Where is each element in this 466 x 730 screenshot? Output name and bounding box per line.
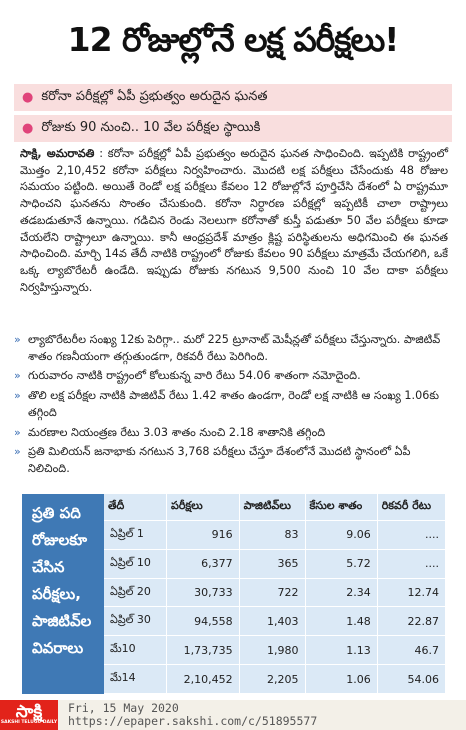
logo-text: సాక్షి [15, 702, 43, 722]
bullet-dot-icon: ● [22, 121, 34, 136]
list-item [14, 444, 450, 477]
cell-positives: 1,403 [239, 607, 305, 636]
double-chevron-icon: » [14, 425, 21, 439]
cell-recovery-rate: .... [377, 521, 445, 550]
cell-date: ఏప్రిల్ 20 [104, 578, 167, 607]
double-chevron-icon: » [14, 333, 21, 346]
table-side-label: ప్రతి పది రోజులకూ చేసిన పరీక్షలు, పాజిటివ్‌ల వివరాలు [22, 494, 104, 694]
cell-recovery-rate: 54.06 [377, 665, 445, 694]
col-header-recovery-rate: రికవరీ రేటు [377, 494, 445, 521]
cell-date: ఏప్రిల్ 30 [104, 607, 167, 636]
bullet-dot-icon: ● [22, 90, 34, 105]
double-chevron-icon: » [14, 389, 21, 403]
stats-table-box [22, 494, 446, 694]
cell-case-percent: 1.13 [305, 636, 377, 665]
cell-date: ఏప్రిల్ 1 [104, 521, 167, 550]
cell-case-percent: 1.48 [305, 607, 377, 636]
dateline: సాక్షి, అమరావతి [20, 147, 95, 160]
list-item [14, 388, 450, 421]
cell-tests: 916 [167, 521, 240, 550]
double-chevron-icon: » [14, 445, 21, 459]
cell-positives: 83 [239, 521, 305, 550]
cell-positives: 1,980 [239, 636, 305, 665]
cell-tests: 1,73,735 [167, 636, 240, 665]
table-row [104, 521, 446, 550]
cell-tests: 2,10,452 [167, 665, 240, 694]
list-item [14, 425, 450, 442]
highlight-1 [14, 84, 452, 111]
list-item-text: ల్యాబొరేటరీల సంఖ్య 12కు పెరిగ్గా.. మరో 225 ట్రూనాట్ మెషీన్లతో పరీక్షలు చేస్తున్నారు. పాజిటివ్ శాతం గణనీయంగా తగ్గుతుండగా, రికవరీ రేటు పెరిగింది. [28, 333, 441, 363]
table-row [104, 607, 446, 636]
highlight-2-text: రోజుకు 90 నుంచి.. 10 వేల పరీక్షల స్థాయికి [41, 119, 261, 135]
highlight-1-text: కరోనా పరీక్షల్లో ఏపీ ప్రభుత్వం అరుదైన ఘనత [41, 88, 268, 104]
cell-case-percent: 2.34 [305, 578, 377, 607]
highlight-2 [14, 115, 452, 142]
table-row [104, 665, 446, 694]
list-item [14, 332, 450, 365]
cell-date: ఏప్రిల్ 10 [104, 549, 167, 578]
article-paragraph: : కరోనా పరీక్షల్లో ఏపీ ప్రభుత్వం అరుదైన ఘనత సాధించింది. ఇప్పటికి రాష్ట్రంలో మొత్తం 2,10,452 కరోనా పరీక్షలు నిర్వహించారు. మొదటి లక్ష పరీక్షలు చేసేందుకు 48 రోజుల సమయం పట్టింది. అయితే రెండో లక్ష పరీక్షలు కేవలం 12 రోజుల్లోనే పూర్తిచేసి దేశంలో ఏ రాష్ట్రమూ సాధించని ఘనతను సొంతం చేసుకుంది. కరోనా నిర్ధారణ పరీక్షల్లో ఇప్పటికీ చాలా రాష్ట్రాలు తడబడుతూనే ఉన్నాయి. గడిచిన రెండు నెలలుగా కరోనాతో కుస్తీ పడుతూ 50 వేల పరీక్షలు కూడా చేయలేని రాష్ట్రాలూ ఉన్నాయి. కానీ ఆంధ్రప్రదేశ్ మాత్రం క్లిష్ట పరిస్థితులను అధిగమించి ఈ ఘనత సాధించింది. మార్చి 14వ తేదీ నాటికి రాష్ట్రంలో రోజుకు కేవలం 90 పరీక్షలు మాత్రమే చేయగలిగి, ఒకే ఒక్క ల్యాబొరేటరీ ఉండేది. ఇప్పుడు రోజుకు నగటున 9,500 నుంచి 10 వేల దాకా పరీక్షలు నిర్వహిస్తున్నారు. [20, 147, 448, 294]
footer-bar [0, 700, 466, 730]
table-row [104, 578, 446, 607]
table-row [104, 549, 446, 578]
col-header-positives: పాజిటివ్‌లు [239, 494, 305, 521]
cell-recovery-rate: .... [377, 549, 445, 578]
stats-table [104, 494, 446, 694]
double-chevron-icon: » [14, 369, 21, 383]
cell-tests: 94,558 [167, 607, 240, 636]
cell-case-percent: 9.06 [305, 521, 377, 550]
headline: 12 రోజుల్లోనే లక్ష పరీక్షలు! [67, 20, 399, 59]
publish-date: Fri, 15 May 2020 [68, 701, 179, 715]
footer-meta [68, 702, 317, 728]
article-body [20, 146, 448, 296]
cell-tests: 30,733 [167, 578, 240, 607]
list-item-text: తొలి లక్ష పరీక్షల నాటికి పాజిటివ్ రేటు 1.42 శాతం ఉండగా, రెండో లక్ష నాటికి ఆ సంఖ్య 1.06కు తగ్గింది [28, 389, 440, 419]
list-item-text: గురువారం నాటికి రాష్ట్రంలో కోలుకున్న వారి రేటు 54.06 శాతంగా నమోదైంది. [28, 369, 361, 383]
col-header-tests: పరీక్షలు [167, 494, 240, 521]
list-item-text: మరణాల నియంత్రణ రేటు 3.03 శాతం నుంచి 2.18 శాతానికి తగ్గింది [28, 425, 326, 439]
cell-positives: 365 [239, 549, 305, 578]
cell-recovery-rate: 22.87 [377, 607, 445, 636]
cell-case-percent: 1.06 [305, 665, 377, 694]
cell-date: మే10 [104, 636, 167, 665]
col-header-date: తేదీ [104, 494, 167, 521]
cell-recovery-rate: 12.74 [377, 578, 445, 607]
sakshi-logo[interactable] [0, 700, 58, 730]
table-row [104, 636, 446, 665]
bullet-list [14, 332, 450, 481]
cell-tests: 6,377 [167, 549, 240, 578]
table-header-row [104, 494, 446, 521]
logo-subtext: SAKSHI TELUGU DAILY [0, 720, 58, 725]
epaper-url[interactable]: https://epaper.sakshi.com/c/51895577 [68, 714, 318, 728]
cell-positives: 2,205 [239, 665, 305, 694]
cell-case-percent: 5.72 [305, 549, 377, 578]
list-item [14, 368, 450, 385]
cell-date: మే14 [104, 665, 167, 694]
col-header-case-percent: కేసుల శాతం [305, 494, 377, 521]
cell-positives: 722 [239, 578, 305, 607]
list-item-text: ప్రతి మిలియన్ జనాభాకు నగటున 3,768 పరీక్షలు చేస్తూ దేశంలోనే మొదటి స్థానంలో ఏపీ నిలిచింది. [28, 445, 411, 475]
cell-recovery-rate: 46.7 [377, 636, 445, 665]
